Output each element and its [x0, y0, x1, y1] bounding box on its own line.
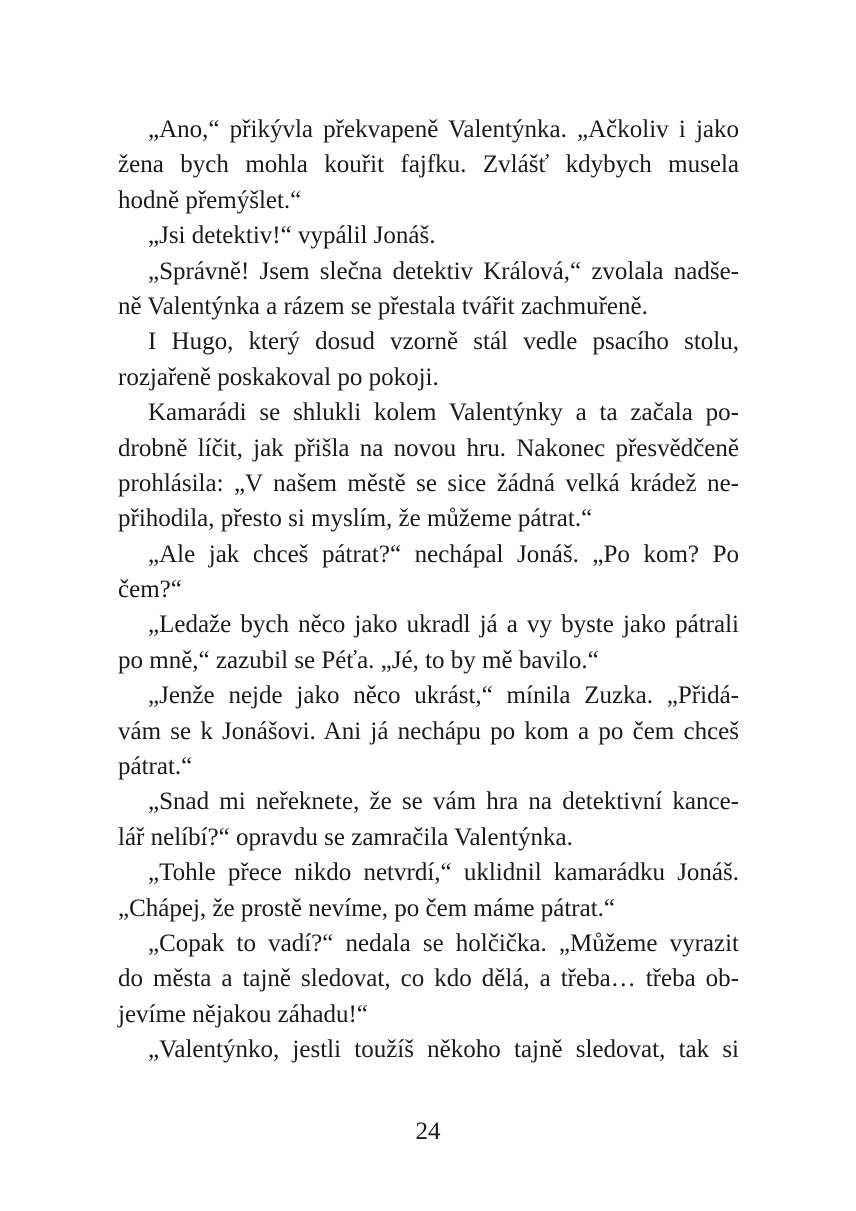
- text-line: čem?“: [118, 576, 182, 604]
- text-line: do města a tajně sledovat, co kdo dělá, a třeba… třeba ob-: [118, 965, 739, 993]
- text-line: hodně přemýšlet.“: [118, 186, 302, 214]
- text-line: přihodila, přesto si myslím, že můžeme pátrat.“: [118, 505, 593, 533]
- text-line: „Jsi detektiv!“ vypálil Jonáš.: [148, 222, 436, 250]
- text-line: drobně líčit, jak přišla na novou hru. Nakonec přesvědčeně: [118, 434, 739, 462]
- text-line: „Tohle přece nikdo netvrdí,“ uklidnil kamarádku Jonáš.: [148, 859, 739, 887]
- text-line: „Snad mi neřeknete, že se vám hra na detektivní kance-: [148, 788, 739, 816]
- text-line: lář nelíbí?“ opravdu se zamračila Valentýnka.: [118, 823, 573, 851]
- text-line: „Ale jak chceš pátrat?“ nechápal Jonáš. „Po kom? Po: [148, 540, 739, 568]
- page-number: 24: [415, 1118, 441, 1145]
- text-line: ně Valentýnka a rázem se přestala tvářit zachmuřeně.: [118, 292, 648, 320]
- text-line: I Hugo, který dosud vzorně stál vedle psacího stolu,: [148, 328, 739, 356]
- text-line: žena bych mohla kouřit fajfku. Zvlášť kdybych musela: [118, 151, 739, 179]
- text-line: po mně,“ zazubil se Péťa. „Jé, to by mě bavilo.“: [118, 646, 599, 674]
- text-line: „Ano,“ přikývla překvapeně Valentýnka. „Ačkoliv i jako: [148, 116, 739, 143]
- text-line: Kamarádi se shlukli kolem Valentýnky a ta začala po-: [148, 399, 739, 427]
- text-line: rozjařeně poskakoval po pokoji.: [118, 363, 439, 391]
- text-line: „Chápej, že prostě nevíme, po čem máme pátrat.“: [118, 894, 616, 922]
- text-line: „Copak to vadí?“ nedala se holčička. „Můžeme vyrazit: [148, 929, 739, 957]
- text-line: vám se k Jonášovi. Ani já nechápu po kom a po čem chceš: [118, 717, 739, 745]
- text-line: prohlásila: „V našem městě se sice žádná velká krádež ne-: [118, 469, 739, 497]
- body-text: [118, 112, 739, 1068]
- text-line: „Jenže nejde jako něco ukrást,“ mínila Zuzka. „Přidá-: [148, 682, 739, 710]
- text-line: „Správně! Jsem slečna detektiv Králová,“ zvolala nadše-: [148, 257, 739, 285]
- text-line: „Valentýnko, jestli toužíš někoho tajně sledovat, tak si: [148, 1036, 739, 1064]
- text-line: pátrat.“: [118, 753, 193, 781]
- text-line: „Ledaže bych něco jako ukradl já a vy byste jako pátrali: [148, 611, 739, 639]
- text-line: jevíme nějakou záhadu!“: [118, 1000, 368, 1028]
